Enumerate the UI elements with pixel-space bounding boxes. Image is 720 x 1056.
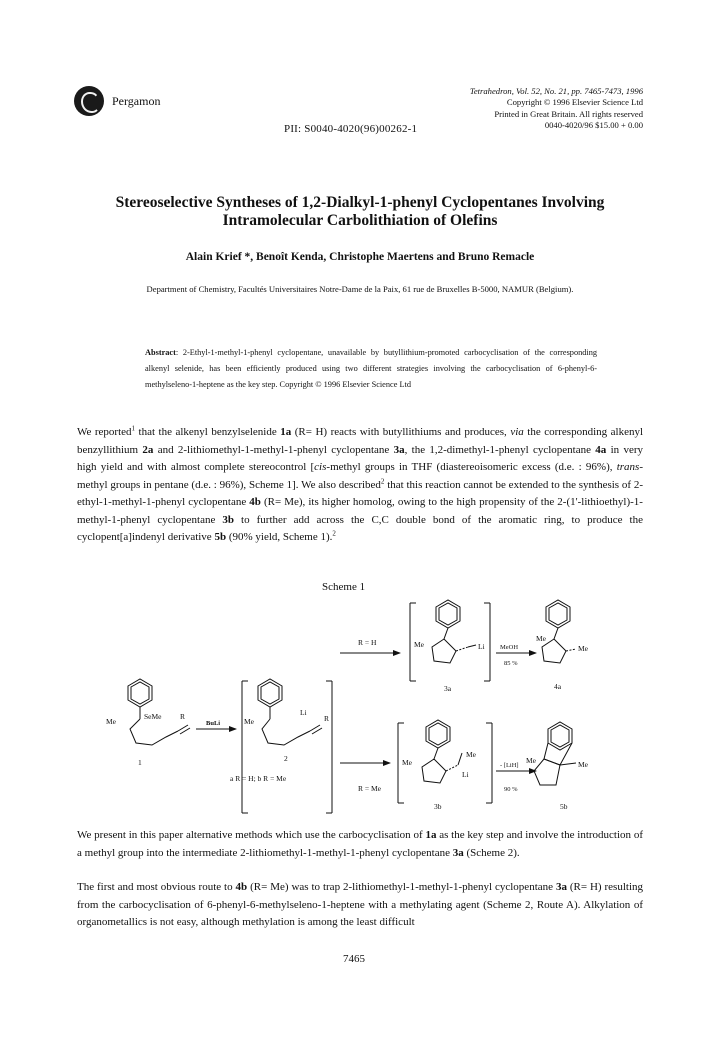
paragraph-2: We present in this paper alternative methods which use the carbocyclisation of 1a as the key step and involve the introduction of a methyl group into the intermediate 2-lithiomethyl-1-methyl-1-phenyl cyclopentane 3a (Scheme 2). bbox=[77, 829, 644, 859]
publisher-name: Pergamon bbox=[112, 93, 161, 108]
page-number: 7465 bbox=[343, 953, 365, 965]
label-me-3b: Me bbox=[402, 758, 412, 767]
label-r-1: R bbox=[180, 712, 186, 721]
label-compound-3b: 3b bbox=[434, 802, 442, 811]
paragraph-3: The first and most obvious route to 4b (R= Me) was to trap 2-lithiomethyl-1-methyl-1-phenyl cyclopentane 3a (R= H) resulting from the carbocyclisation of 6-phenyl-6-methylseleno-1-heptene with a methylating agent (Scheme 2, Route A). Alkylation of organometallics is not easy, although methylation is among the least difficult bbox=[77, 881, 644, 928]
label-me-4a: Me bbox=[536, 634, 546, 643]
reference-1: 1 bbox=[131, 424, 136, 433]
label-yield-bottom: 90 % bbox=[504, 786, 518, 793]
label-variants: a R = H; b R = Me bbox=[230, 774, 287, 783]
scheme-label: Scheme 1 bbox=[322, 581, 366, 593]
label-meoh: MeOH bbox=[500, 644, 519, 651]
label-me-3b-2: Me bbox=[466, 750, 476, 759]
label-yield-top: 85 % bbox=[504, 660, 518, 667]
label-cond-bottom: R = Me bbox=[358, 784, 381, 793]
label-me-4a-2: Me bbox=[578, 644, 588, 653]
abstract bbox=[145, 345, 597, 393]
label-me-1: Me bbox=[106, 717, 116, 726]
compound-3b-structure bbox=[398, 720, 492, 803]
author-list: Alain Krief *, Benoît Kenda, Christophe Maertens and Bruno Remacle bbox=[185, 251, 535, 263]
label-me-2: Me bbox=[244, 717, 254, 726]
label-me-5b-2: Me bbox=[578, 760, 588, 769]
paragraph-1: We reported$^1$ that the alkenyl benzylselenide 1a (R= H) reacts with butyllithiums and produces, via the corresponding alkenyl benzyllithium 2a and 2-lithiomethyl-1-methyl-1-phenyl cyclopentane 3a, the 1,2-dimethyl-1-phenyl cyclopentane 4a in very high yield and with almost complete stereocontrol [cis-methyl groups in THF (diastereoisomeric excess (d.e. : 96%), trans-methyl groups in pentane (d.e. : 96%), Scheme 1]. We also described$^2$ that this reaction cannot be extended to the synthesis of 2-ethyl-1-methyl-1-phenyl cyclopentane 4b (R= Me), its higher homolog, owing to the high propensity of the 2-(1'-lithioethyl)-1-methyl-1-phenyl cyclopentane 3b to further add across the C,C double bond of the aromatic ring, to produce the cyclopent[a]indenyl derivative 5b (90% yield, Scheme 1).$^2$ bbox=[77, 424, 644, 543]
label-compound-5b: 5b bbox=[560, 802, 568, 811]
compound-2-structure bbox=[242, 679, 332, 813]
printed-line: Printed in Great Britain. All rights reserved bbox=[494, 108, 643, 119]
title-line-1: Stereoselective Syntheses of 1,2-Dialkyl-1-phenyl Cyclopentanes Involving bbox=[115, 194, 605, 211]
pii-identifier: PII: S0040-4020(96)00262-1 bbox=[284, 123, 418, 135]
label-li-3a: Li bbox=[478, 642, 485, 651]
price-line: 0040-4020/96 $15.00 + 0.00 bbox=[544, 120, 643, 131]
affiliation: Department of Chemistry, Facultés Universitaires Notre-Dame de la Paix, 61 rue de Bruxelles B-5000, NAMUR (Belgium). bbox=[146, 284, 574, 294]
abstract-text: : 2-Ethyl-1-methyl-1-phenyl cyclopentane, unavailable by butyllithium-promoted carbocyclisation of the corresponding alkenyl selenide, has been efficiently produced using two different strategies involving the carbocyclisation of 6-phenyl-6-methylseleno-1-heptene as the key step. Copyright © 1996 Elsevier Science Ltd bbox=[145, 348, 597, 389]
label-buli: BuLi bbox=[206, 720, 221, 727]
label-li-2: Li bbox=[300, 708, 307, 717]
publisher-block bbox=[74, 86, 160, 116]
label-compound-1: 1 bbox=[138, 758, 142, 767]
title-line-2: Intramolecular Carbolithiation of Olefins bbox=[222, 212, 498, 229]
label-compound-4a: 4a bbox=[554, 682, 562, 691]
journal-citation: Tetrahedron, Vol. 52, No. 21, pp. 7465-7473, 1996 bbox=[469, 86, 643, 96]
label-li-3b: Li bbox=[462, 770, 469, 779]
label-compound-3a: 3a bbox=[444, 684, 452, 693]
label-r-2: R bbox=[324, 714, 330, 723]
scheme-1-diagram bbox=[100, 595, 620, 825]
reference-3: 2 bbox=[332, 529, 336, 538]
reference-2: 2 bbox=[380, 476, 385, 485]
journal-info bbox=[470, 86, 643, 132]
compound-5b-structure bbox=[534, 722, 576, 785]
pergamon-logo-icon bbox=[74, 86, 104, 116]
label-lih: - [LiH] bbox=[500, 762, 519, 769]
abstract-label: Abstract bbox=[145, 348, 176, 357]
label-seme: SeMe bbox=[144, 712, 162, 721]
copyright-line: Copyright © 1996 Elsevier Science Ltd bbox=[506, 97, 643, 108]
paper-title bbox=[60, 194, 660, 230]
label-me-5b: Me bbox=[526, 756, 536, 765]
compound-4a-structure bbox=[542, 600, 576, 663]
label-me-3a: Me bbox=[414, 640, 424, 649]
label-compound-2: 2 bbox=[284, 754, 288, 763]
label-cond-top: R = H bbox=[358, 638, 377, 647]
